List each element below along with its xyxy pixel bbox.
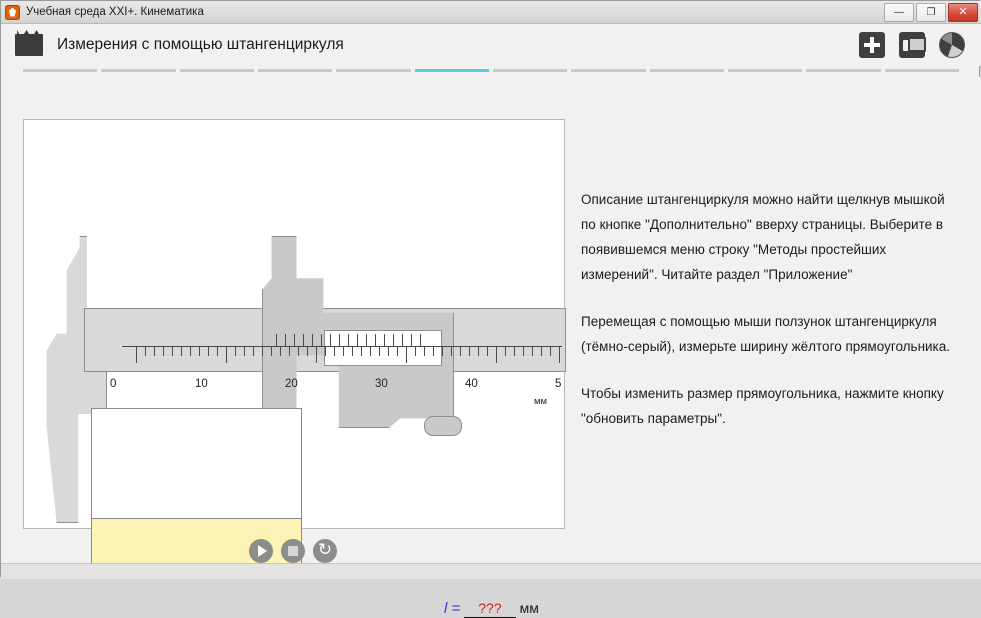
scale-tick-minor — [379, 347, 380, 356]
vernier-tick — [339, 334, 340, 346]
scale-tick-minor — [388, 347, 389, 356]
page-header — [1, 24, 981, 66]
tab-9[interactable] — [650, 69, 724, 72]
vernier-tick — [321, 334, 322, 346]
minimize-icon: — — [894, 7, 904, 18]
page-title: Измерения с помощью штангенциркуля — [57, 36, 344, 53]
tab-2[interactable] — [101, 69, 175, 72]
pie-chart-icon[interactable] — [939, 32, 965, 58]
close-button[interactable] — [948, 3, 978, 22]
scale-tick-minor — [181, 347, 182, 356]
scale-tick-minor — [280, 347, 281, 356]
scale-label-40: 40 — [465, 378, 478, 390]
scale-label-20: 20 — [285, 378, 298, 390]
scale-tick-minor — [541, 347, 542, 356]
scale-tick-minor — [532, 347, 533, 356]
scale-tick-minor — [523, 347, 524, 356]
crown-logo-icon — [15, 34, 43, 56]
measurement-unit: мм — [519, 600, 539, 616]
scale-tick-major — [406, 347, 407, 363]
scale-tick-minor — [451, 347, 452, 356]
scale-tick-minor — [397, 347, 398, 356]
scale-label-30: 30 — [375, 378, 388, 390]
scale-tick-minor — [334, 347, 335, 356]
scale-tick-minor — [262, 347, 263, 356]
scale-tick-minor — [415, 347, 416, 356]
vernier-tick — [411, 334, 412, 346]
maximize-icon: ❐ — [926, 7, 936, 18]
play-button[interactable] — [249, 539, 273, 563]
scale-label-10: 10 — [195, 378, 208, 390]
scale-label-50: 5 — [555, 378, 562, 390]
scale-tick-minor — [361, 347, 362, 356]
tab-8[interactable] — [571, 69, 645, 72]
minimize-button[interactable] — [884, 3, 914, 22]
vernier-tick — [330, 334, 331, 346]
caliper-simulation-panel[interactable] — [23, 119, 565, 617]
scale-tick-minor — [199, 347, 200, 356]
scale-tick-minor — [298, 347, 299, 356]
scale-tick-minor — [487, 347, 488, 356]
scale-tick-minor — [550, 347, 551, 356]
scale-tick-minor — [190, 347, 191, 356]
vernier-tick — [393, 334, 394, 346]
instruction-paragraph-3: Чтобы изменить размер прямоугольника, нажмите кнопку "обновить параметры". — [581, 386, 944, 426]
tab-strip — [23, 69, 959, 73]
scale-tick-minor — [244, 347, 245, 356]
reset-button[interactable] — [313, 539, 337, 563]
vernier-tick — [312, 334, 313, 346]
tab-10[interactable] — [728, 69, 802, 72]
bottom-status-bar — [1, 563, 981, 579]
scale-tick-minor — [163, 347, 164, 356]
app-logo-icon — [5, 5, 20, 20]
tab-1[interactable] — [23, 69, 97, 72]
vernier-tick — [348, 334, 349, 346]
vernier-tick — [276, 334, 277, 346]
scale-tick-minor — [514, 347, 515, 356]
scale-tick-minor — [253, 347, 254, 356]
scale-tick-minor — [442, 347, 443, 356]
scale-tick-major — [136, 347, 137, 363]
caliper-drawing — [24, 120, 564, 617]
vernier-tick — [285, 334, 286, 346]
tab-11[interactable] — [806, 69, 880, 72]
vernier-tick — [420, 334, 421, 346]
scale-tick-minor — [424, 347, 425, 356]
tab-4[interactable] — [258, 69, 332, 72]
scale-tick-minor — [208, 347, 209, 356]
tab-6-active[interactable] — [415, 69, 489, 72]
measurement-value: ??? — [464, 600, 515, 618]
scale-tick-minor — [172, 347, 173, 356]
scale-tick-minor — [154, 347, 155, 356]
vernier-tick — [402, 334, 403, 346]
scale-tick-minor — [307, 347, 308, 356]
measurement-readout — [444, 600, 539, 618]
stop-button[interactable] — [281, 539, 305, 563]
scale-tick-minor — [469, 347, 470, 356]
scale-tick-minor — [217, 347, 218, 356]
scale-tick-minor — [289, 347, 290, 356]
tab-7[interactable] — [493, 69, 567, 72]
scale-tick-minor — [352, 347, 353, 356]
title-bar — [1, 1, 981, 24]
caliper-thumb-screw[interactable] — [424, 416, 462, 436]
scale-tick-major — [226, 347, 227, 363]
scale-tick-major — [559, 347, 560, 363]
tab-3[interactable] — [180, 69, 254, 72]
tab-12[interactable] — [885, 69, 959, 72]
measurement-symbol: l = — [444, 600, 461, 617]
vernier-tick — [375, 334, 376, 346]
maximize-button[interactable] — [916, 3, 946, 22]
close-icon: ✕ — [958, 6, 968, 18]
scale-tick-minor — [145, 347, 146, 356]
instruction-paragraph-1: Описание штангенциркуля можно найти щелкнув мышкой по кнопке "Дополнительно" вверху страницы. Выберите в появившемся меню строку "Методы простейших измерений". Читайте раздел "Приложение" — [581, 192, 945, 282]
scale-tick-minor — [271, 347, 272, 356]
header-toolbar — [859, 32, 965, 58]
scale-unit-label: мм — [534, 396, 548, 407]
scale-tick-minor — [235, 347, 236, 356]
vernier-tick — [357, 334, 358, 346]
scale-tick-minor — [325, 347, 326, 356]
window-icon[interactable] — [899, 32, 925, 58]
window-controls — [884, 3, 978, 22]
instruction-text — [581, 187, 956, 453]
vernier-tick — [366, 334, 367, 346]
scale-label-0: 0 — [110, 378, 117, 390]
vernier-tick — [303, 334, 304, 346]
add-icon[interactable] — [859, 32, 885, 58]
window-title: Учебная среда XXI+. Кинематика — [26, 6, 204, 18]
scale-tick-minor — [505, 347, 506, 356]
scale-tick-major — [316, 347, 317, 363]
scale-tick-minor — [460, 347, 461, 356]
scale-tick-minor — [433, 347, 434, 356]
scale-tick-minor — [478, 347, 479, 356]
vernier-tick — [294, 334, 295, 346]
scale-tick-major — [496, 347, 497, 363]
tab-5[interactable] — [336, 69, 410, 72]
scale-tick-minor — [370, 347, 371, 356]
vernier-tick — [384, 334, 385, 346]
content-area — [1, 77, 981, 617]
scale-tick-minor — [343, 347, 344, 356]
player-controls — [249, 539, 337, 563]
instruction-paragraph-2: Перемещая с помощью мыши ползунок штангенциркуля (тёмно-серый), измерьте ширину жёлтого прямоугольника. — [581, 314, 951, 354]
